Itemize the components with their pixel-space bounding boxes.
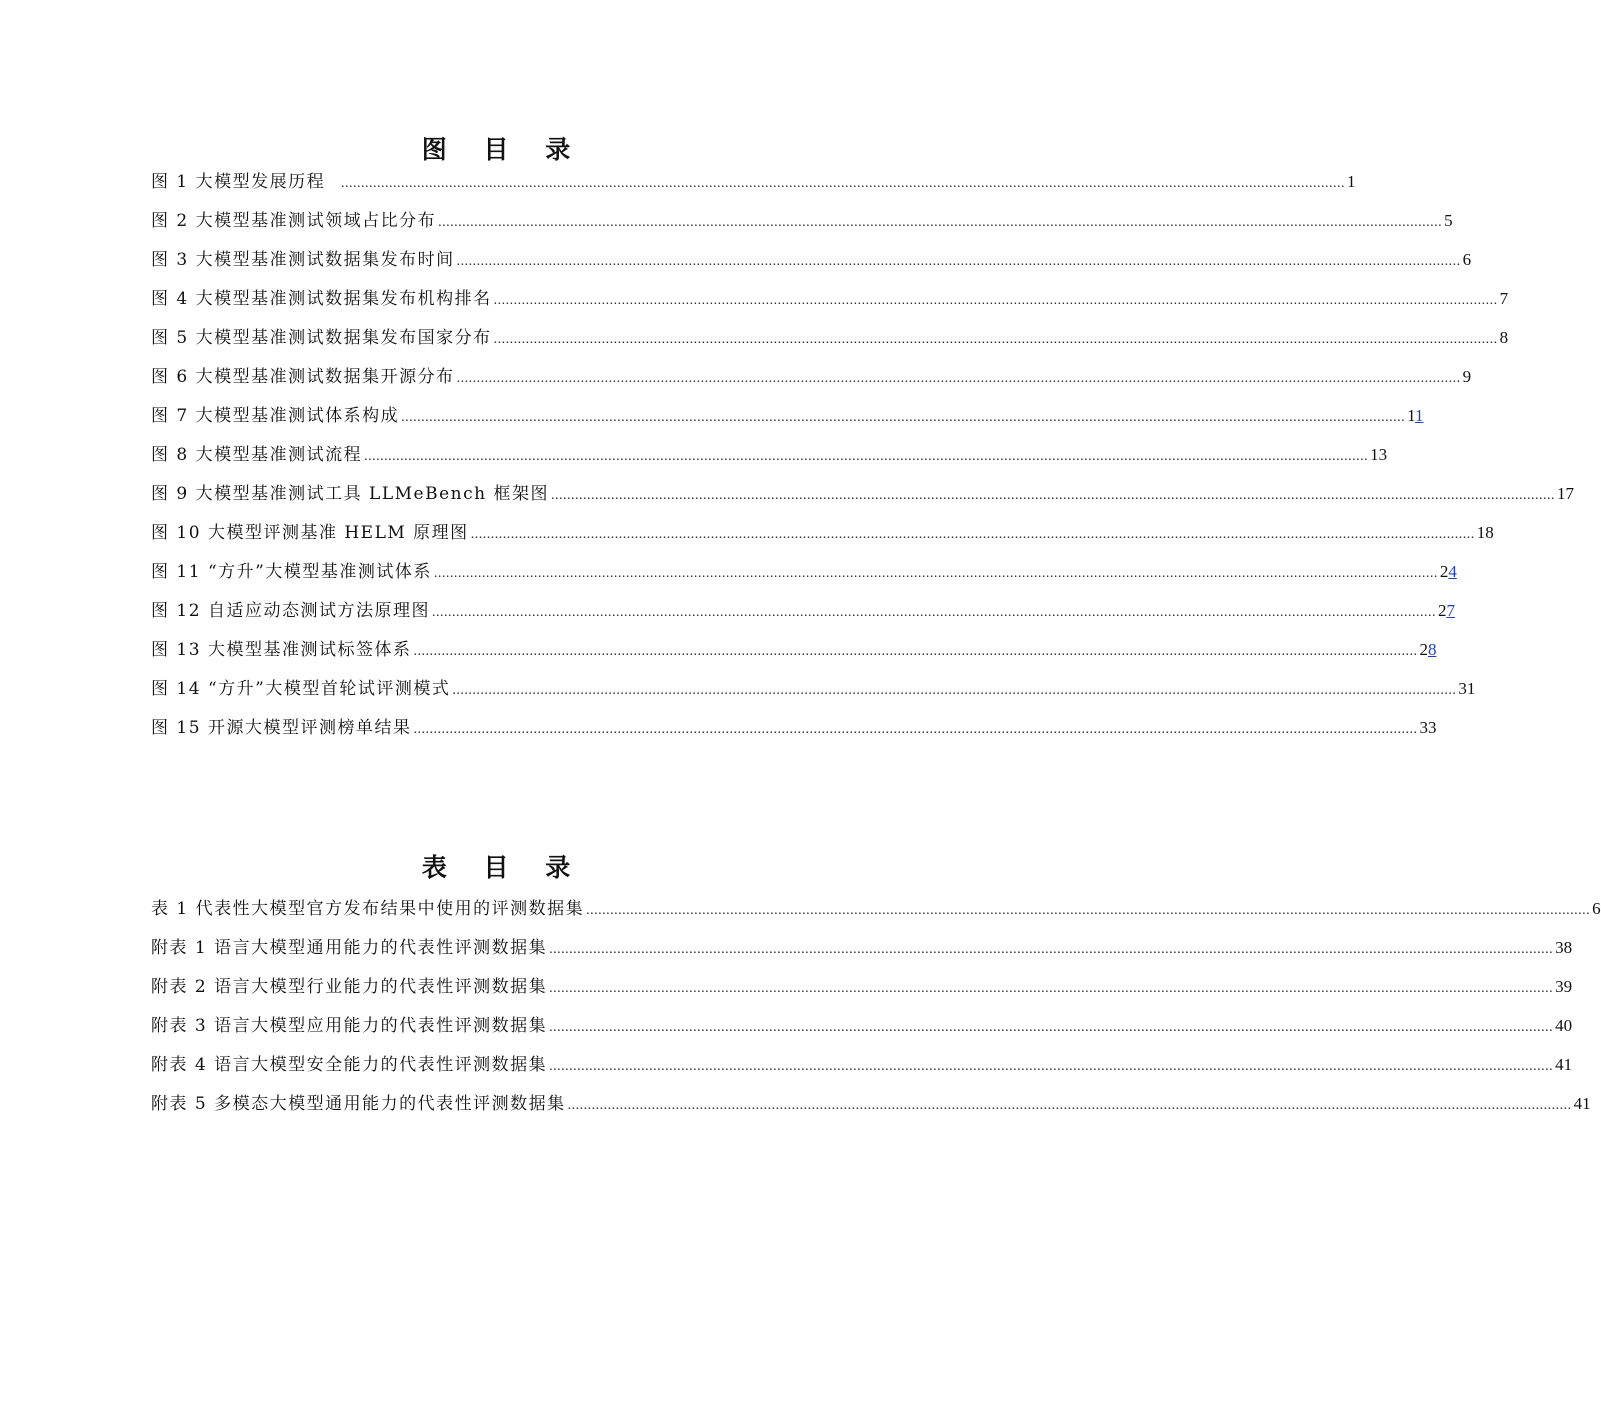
entry-page: 33 (1419, 718, 1437, 737)
entry-label: 图 6 大模型基准测试数据集开源分布 (151, 367, 455, 387)
entry-page: 31 (1458, 679, 1476, 698)
table-entry[interactable] (151, 977, 1573, 1016)
entry-page: 38 (1555, 938, 1573, 957)
figure-entry[interactable] (151, 562, 1457, 601)
figure-entry[interactable] (151, 289, 1509, 328)
dot-leader: ........................................................................................................................................................................................................................................................... (433, 566, 1438, 581)
figure-entry[interactable] (151, 328, 1509, 367)
dot-leader: ........................................................................................................................................................................................................................................................... (340, 176, 1345, 191)
entry-page: 27 (1437, 601, 1455, 620)
table-entry[interactable] (151, 1055, 1573, 1094)
dot-leader: ........................................................................................................................................................................................................................................................... (413, 722, 1418, 737)
entry-label: 图 11 “方升”大模型基准测试体系 (151, 562, 432, 582)
entry-page: 9 (1462, 367, 1472, 386)
entry-label: 图 9 大模型基准测试工具 LLMeBench 框架图 (151, 484, 549, 504)
figures-list (151, 172, 1574, 757)
table-entry[interactable] (151, 899, 1601, 938)
entry-label: 附表 5 多模态大模型通用能力的代表性评测数据集 (151, 1094, 566, 1114)
dot-leader: ........................................................................................................................................................................................................................................................... (550, 488, 1555, 503)
dot-leader: ........................................................................................................................................................................................................................................................... (549, 981, 1554, 996)
entry-label: 图 2 大模型基准测试领域占比分布 (151, 211, 437, 231)
entry-label: 图 12 自适应动态测试方法原理图 (151, 601, 430, 621)
entry-label: 图 13 大模型基准测试标签体系 (151, 640, 412, 660)
entry-page: 1 (1346, 172, 1356, 191)
entry-page: 5 (1444, 211, 1453, 230)
dot-leader: ........................................................................................................................................................................................................................................................... (567, 1098, 1572, 1113)
entry-label: 图 15 开源大模型评测榜单结果 (151, 718, 412, 738)
page-link[interactable]: 1 (1415, 406, 1424, 425)
entry-label: 图 7 大模型基准测试体系构成 (151, 406, 400, 426)
figure-entry[interactable] (151, 679, 1476, 718)
entry-page: 24 (1439, 562, 1457, 581)
entry-label: 图 8 大模型基准测试流程 (151, 445, 363, 465)
entry-page: 11 (1407, 406, 1424, 425)
figures-title: 图 目 录 (421, 135, 585, 164)
entry-label: 附表 2 语言大模型行业能力的代表性评测数据集 (151, 977, 548, 997)
entry-page: 39 (1555, 977, 1573, 996)
entry-label: 图 1 大模型发展历程 (151, 172, 339, 192)
entry-page: 28 (1419, 640, 1437, 659)
entry-label: 图 5 大模型基准测试数据集发布国家分布 (151, 328, 492, 348)
figure-entry[interactable] (151, 484, 1574, 523)
entry-label: 附表 4 语言大模型安全能力的代表性评测数据集 (151, 1055, 548, 1075)
entry-page: 41 (1573, 1094, 1591, 1113)
entry-label: 图 4 大模型基准测试数据集发布机构排名 (151, 289, 492, 309)
tables-list (151, 899, 1601, 1133)
dot-leader: ........................................................................................................................................................................................................................................................... (493, 332, 1498, 347)
entry-page: 18 (1476, 523, 1494, 542)
figure-entry[interactable] (151, 172, 1356, 211)
dot-leader: ........................................................................................................................................................................................................................................................... (452, 683, 1457, 698)
entry-label: 附表 3 语言大模型应用能力的代表性评测数据集 (151, 1016, 548, 1036)
figure-entry[interactable] (151, 523, 1494, 562)
dot-leader: ........................................................................................................................................................................................................................................................... (549, 942, 1554, 957)
dot-leader: ........................................................................................................................................................................................................................................................... (456, 254, 1461, 269)
entry-page: 41 (1555, 1055, 1573, 1074)
dot-leader: ........................................................................................................................................................................................................................................................... (586, 903, 1591, 918)
figure-entry[interactable] (151, 250, 1472, 289)
figure-entry[interactable] (151, 718, 1437, 757)
entry-page: 40 (1555, 1016, 1573, 1035)
page-link[interactable]: 7 (1446, 601, 1455, 620)
dot-leader: ........................................................................................................................................................................................................................................................... (438, 215, 1443, 230)
entry-page: 6 (1592, 899, 1601, 918)
dot-leader: ........................................................................................................................................................................................................................................................... (401, 410, 1406, 425)
page-link[interactable]: 8 (1427, 640, 1437, 659)
entry-label: 附表 1 语言大模型通用能力的代表性评测数据集 (151, 938, 548, 958)
entry-page: 6 (1462, 250, 1472, 269)
dot-leader: ........................................................................................................................................................................................................................................................... (549, 1059, 1554, 1074)
dot-leader: ........................................................................................................................................................................................................................................................... (364, 449, 1369, 464)
dot-leader: ........................................................................................................................................................................................................................................................... (456, 371, 1461, 386)
figure-entry[interactable] (151, 367, 1472, 406)
dot-leader: ........................................................................................................................................................................................................................................................... (493, 293, 1498, 308)
figure-entry[interactable] (151, 211, 1453, 250)
dot-leader: ........................................................................................................................................................................................................................................................... (413, 644, 1418, 659)
entry-label: 图 10 大模型评测基准 HELM 原理图 (151, 523, 469, 543)
table-entry[interactable] (151, 938, 1573, 977)
entry-page: 8 (1499, 328, 1509, 347)
figure-entry[interactable] (151, 445, 1388, 484)
dot-leader: ........................................................................................................................................................................................................................................................... (549, 1020, 1554, 1035)
tables-title: 表 目 录 (421, 853, 585, 882)
entry-page: 13 (1370, 445, 1388, 464)
dot-leader: ........................................................................................................................................................................................................................................................... (431, 605, 1436, 620)
dot-leader: ........................................................................................................................................................................................................................................................... (470, 527, 1475, 542)
table-entry[interactable] (151, 1016, 1573, 1055)
entry-label: 表 1 代表性大模型官方发布结果中使用的评测数据集 (151, 899, 585, 919)
entry-page: 17 (1556, 484, 1574, 503)
entry-label: 图 3 大模型基准测试数据集发布时间 (151, 250, 455, 270)
figure-entry[interactable] (151, 640, 1437, 679)
entry-page: 7 (1499, 289, 1509, 308)
figure-entry[interactable] (151, 601, 1455, 640)
figure-entry[interactable] (151, 406, 1424, 445)
entry-label: 图 14 “方升”大模型首轮试评测模式 (151, 679, 451, 699)
page-link[interactable]: 4 (1448, 562, 1457, 581)
table-entry[interactable] (151, 1094, 1591, 1133)
